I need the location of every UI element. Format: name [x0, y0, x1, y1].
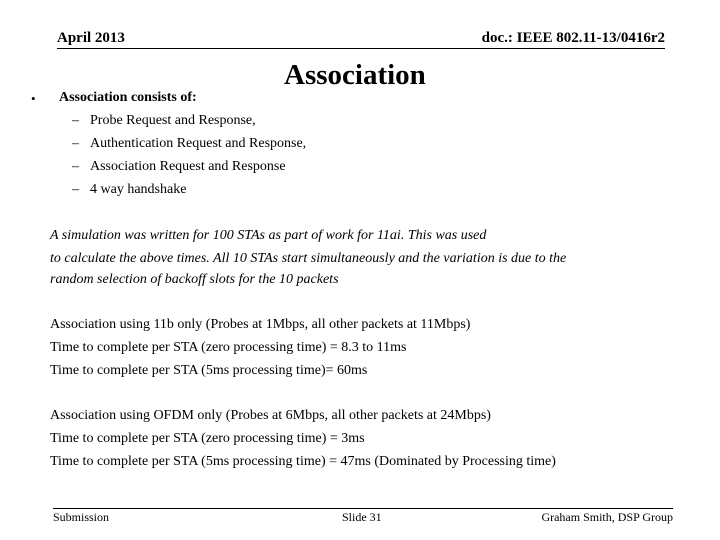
header-doc-id: doc.: IEEE 802.11-13/0416r2	[481, 30, 665, 46]
simulation-line: random selection of backoff slots for the 10 packets	[50, 272, 339, 287]
results-ofdm-line: Association using OFDM only (Probes at 6Mbps, all other packets at 24Mbps)	[50, 408, 491, 423]
list-item: Authentication Request and Response,	[90, 136, 307, 151]
header-rule	[57, 48, 665, 49]
bullet-lead: Association consists of:	[59, 90, 197, 105]
list-item: 4 way handshake	[90, 182, 187, 197]
results-11b-line: Association using 11b only (Probes at 1Mbps, all other packets at 11Mbps)	[50, 317, 471, 332]
footer-rule	[53, 508, 673, 509]
list-item: Probe Request and Response,	[90, 113, 256, 128]
results-11b-line: Time to complete per STA (zero processing time) = 8.3 to 11ms	[50, 340, 407, 355]
results-ofdm-line: Time to complete per STA (5ms processing time) = 47ms (Dominated by Processing time)	[50, 454, 556, 469]
dash-marker: –	[72, 113, 79, 128]
footer-submission: Submission	[53, 510, 110, 524]
footer-author: Graham Smith, DSP Group	[541, 510, 673, 524]
simulation-line: A simulation was written for 100 STAs as part of work for 11ai. This was used	[50, 228, 487, 243]
footer-slide-number: Slide 31	[342, 510, 382, 524]
dash-marker: –	[72, 136, 79, 151]
dash-marker: –	[72, 182, 79, 197]
slide-title: Association	[284, 59, 426, 91]
dash-marker: –	[72, 159, 79, 174]
list-item: Association Request and Response	[90, 159, 286, 174]
results-ofdm-line: Time to complete per STA (zero processing time) = 3ms	[50, 431, 365, 446]
bullet-marker: •	[31, 91, 36, 106]
results-11b-line: Time to complete per STA (5ms processing time)= 60ms	[50, 363, 368, 378]
simulation-line: to calculate the above times. All 10 STAs start simultaneously and the variation is due to the	[50, 251, 567, 266]
header-date: April 2013	[57, 30, 125, 46]
